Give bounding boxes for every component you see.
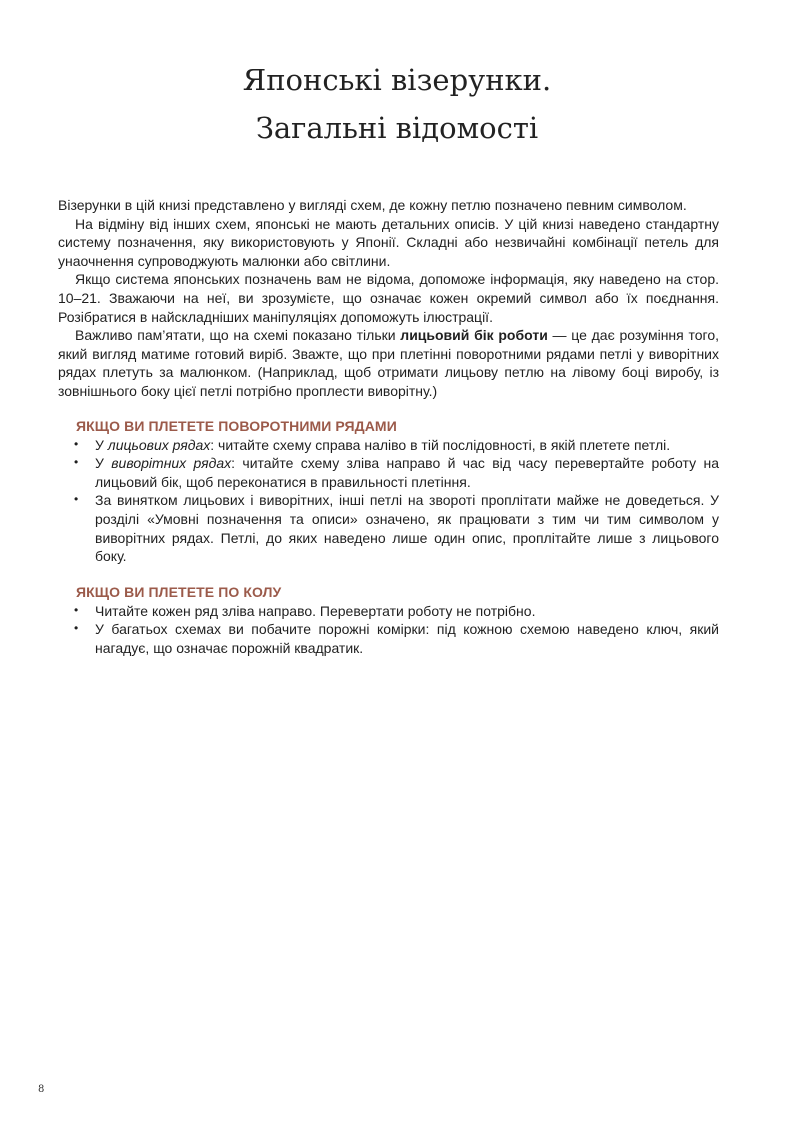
p4-text-before: Важливо пам’ятати, що на схемі показано тільки — [75, 327, 401, 344]
intro-paragraph-3: Якщо система японських позначень вам не відома, допоможе інформація, яку наведено на стор. 10–21. Зважаючи на неї, ви зрозумієте, що означає кожен окремий символ або їх поєднання. Розібратися в найскладніших маніпуляціях допоможуть ілюстрації. — [58, 271, 719, 325]
intro-paragraph-1: Візерунки в цій книзі представлено у вигляді схем, де кожну петлю позначено певним символом. — [58, 197, 687, 213]
item-italic-text: лицьових рядах — [107, 436, 211, 453]
list-item: • Читайте кожен ряд зліва направо. Перевертати роботу не потрібно. — [58, 602, 719, 621]
list-item — [58, 454, 719, 491]
title-line-1: Японські візерунки. — [242, 63, 552, 97]
section-heading-rows: ЯКЩО ВИ ПЛЕТЕТЕ ПОВОРОТНИМИ РЯДАМИ — [76, 417, 397, 434]
item-text: : читайте схему справа наліво в тій послідовності, в якій плетете петлі. — [210, 436, 671, 453]
round-bullet-list — [58, 602, 719, 658]
page-number: 8 — [38, 1084, 45, 1095]
intro-paragraph-2: На відміну від інших схем, японські не мають детальних описів. У цій книзі наведено стандартну систему позначення, яку використовують у Японії. Складні або незвичайні комбінації петель для унаочнення супроводжують малюнки або світлини. — [58, 215, 719, 269]
list-item: • У багатьох схемах ви побачите порожні комірки: під кожною схемою наведено ключ, який нагадує, що означає порожній квадратик. — [58, 620, 719, 657]
rows-bullet-list — [58, 436, 719, 566]
item-text: У — [95, 455, 112, 472]
item-text: : читайте схему зліва направо й час від часу перевертайте роботу на лицьовий бік, щоб переконатися в правильності плетіння. — [95, 455, 719, 490]
item-italic-text: виворітних рядах — [111, 455, 232, 472]
title-line-2: Загальні відомості — [255, 111, 539, 145]
list-item: • За винятком лицьових і виворітних, інші петлі на звороті проплітати майже не доведеться. У розділі «Умовні позначення та описи» означено, як працювати з тим чи тим символом у виворітних рядах. Петлі, до яких наведено лише один опис, проплітайте лише з лицьового боку. — [58, 491, 719, 565]
item-text: У — [95, 436, 108, 453]
body-content — [58, 196, 719, 657]
p4-bold-text: лицьовий бік роботи — [400, 327, 548, 344]
p4-text-after: — це дає розуміння того, який вигляд матиме готовий виріб. Зважте, що при плетінні поворотними рядами петлі у виворітних рядах плетуть за малюнком. (Наприклад, щоб отримати лицьову петлю на лівому боці виробу, із зовнішнього боку цієї петлі потрібно проплести виворітну.) — [58, 327, 719, 399]
list-item — [58, 436, 719, 455]
page-title — [0, 56, 794, 152]
section-heading-round: ЯКЩО ВИ ПЛЕТЕТЕ ПО КОЛУ — [76, 583, 282, 600]
intro-paragraph-4 — [58, 326, 719, 400]
